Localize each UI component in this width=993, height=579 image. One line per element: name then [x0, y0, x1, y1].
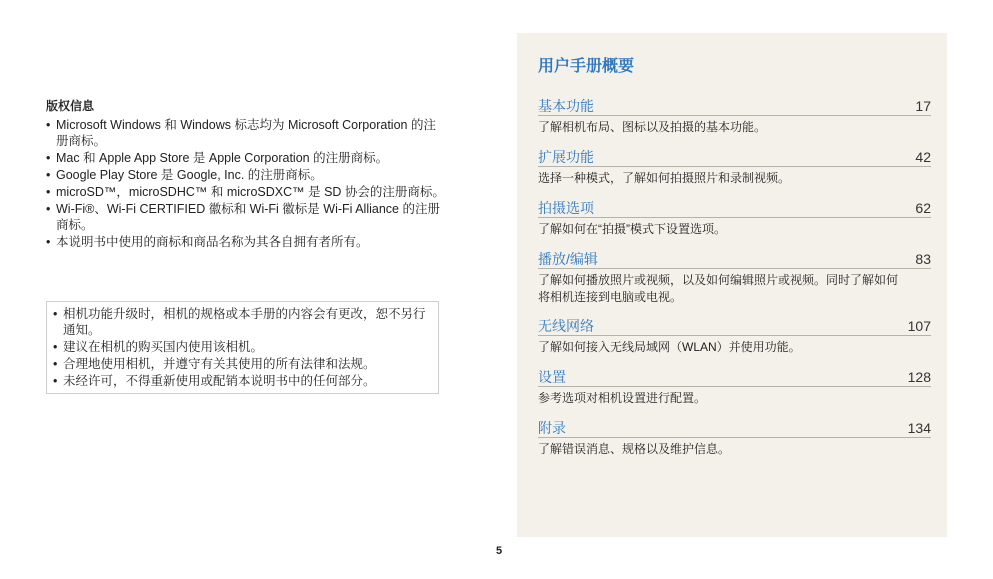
toc-section-wireless[interactable] [538, 318, 931, 369]
list-item: • 本说明书中使用的商标和商品名称为其各自拥有者所有。 [46, 235, 369, 249]
list-item: • 未经许可，不得重新使用或配销本说明书中的任何部分。 [53, 374, 376, 388]
section-link[interactable]: 拍摄选项 [538, 200, 594, 216]
section-description: 了解错误消息、规格以及维护信息。 [538, 442, 731, 456]
section-page-number: 107 [907, 318, 931, 334]
toc-section-playback-edit[interactable] [538, 251, 931, 318]
list-item: • 建议在相机的购买国内使用该相机。 [53, 340, 264, 354]
list-item: • Wi-Fi®、Wi-Fi CERTIFIED 徽标和 Wi-Fi 徽标是 Wi-Fi Alliance 的注册商标。 [46, 202, 440, 232]
list-item: • Microsoft Windows 和 Windows 标志均为 Microsoft Corporation 的注册商标。 [46, 118, 436, 148]
toc-section-appendix[interactable] [538, 420, 931, 471]
toc-list [538, 98, 931, 471]
section-description: 了解相机布局、图标以及拍摄的基本功能。 [538, 120, 767, 134]
section-page-number: 42 [915, 149, 931, 165]
section-description: 选择一种模式，了解如何拍摄照片和录制视频。 [538, 171, 791, 185]
section-description: 了解如何在“拍摄”模式下设置选项。 [538, 222, 726, 236]
toc-section-shooting-options[interactable] [538, 200, 931, 251]
toc-title: 用户手册概要 [538, 58, 635, 75]
section-page-number: 83 [915, 251, 931, 267]
copyright-section [46, 97, 446, 251]
copyright-list [46, 117, 446, 250]
list-item: • 合理地使用相机，并遵守有关其使用的所有法律和法规。 [53, 357, 376, 371]
section-description: 了解如何接入无线局域网（WLAN）并使用功能。 [538, 340, 801, 354]
section-link[interactable]: 基本功能 [538, 98, 594, 114]
manual-overview-panel [517, 33, 947, 537]
section-link[interactable]: 扩展功能 [538, 149, 594, 165]
section-description: 参考选项对相机设置进行配置。 [538, 391, 707, 405]
section-description: 了解如何播放照片或视频，以及如何编辑照片或视频。同时了解如何将相机连接到电脑或电视。 [538, 273, 899, 304]
notice-box [46, 301, 439, 394]
list-item: • Mac 和 Apple App Store 是 Apple Corporation 的注册商标。 [46, 151, 389, 165]
section-page-number: 17 [915, 98, 931, 114]
section-page-number: 134 [907, 420, 931, 436]
section-page-number: 62 [915, 200, 931, 216]
toc-section-basic[interactable] [538, 98, 931, 149]
copyright-heading: 版权信息 [46, 99, 95, 113]
toc-section-extended[interactable] [538, 149, 931, 200]
section-link[interactable]: 无线网络 [538, 318, 594, 334]
list-item: • microSD™，microSDHC™ 和 microSDXC™ 是 SD 协会的注册商标。 [46, 185, 445, 199]
section-link[interactable]: 附录 [538, 420, 566, 436]
section-link[interactable]: 设置 [538, 369, 566, 385]
list-item: • Google Play Store 是 Google, Inc. 的注册商标。 [46, 168, 323, 182]
section-link[interactable]: 播放/编辑 [538, 251, 598, 267]
toc-section-settings[interactable] [538, 369, 931, 420]
notice-list [53, 306, 430, 389]
list-item: • 相机功能升级时，相机的规格或本手册的内容会有更改，恕不另行通知。 [53, 307, 426, 337]
section-page-number: 128 [907, 369, 931, 385]
page-number: 5 [496, 545, 503, 557]
